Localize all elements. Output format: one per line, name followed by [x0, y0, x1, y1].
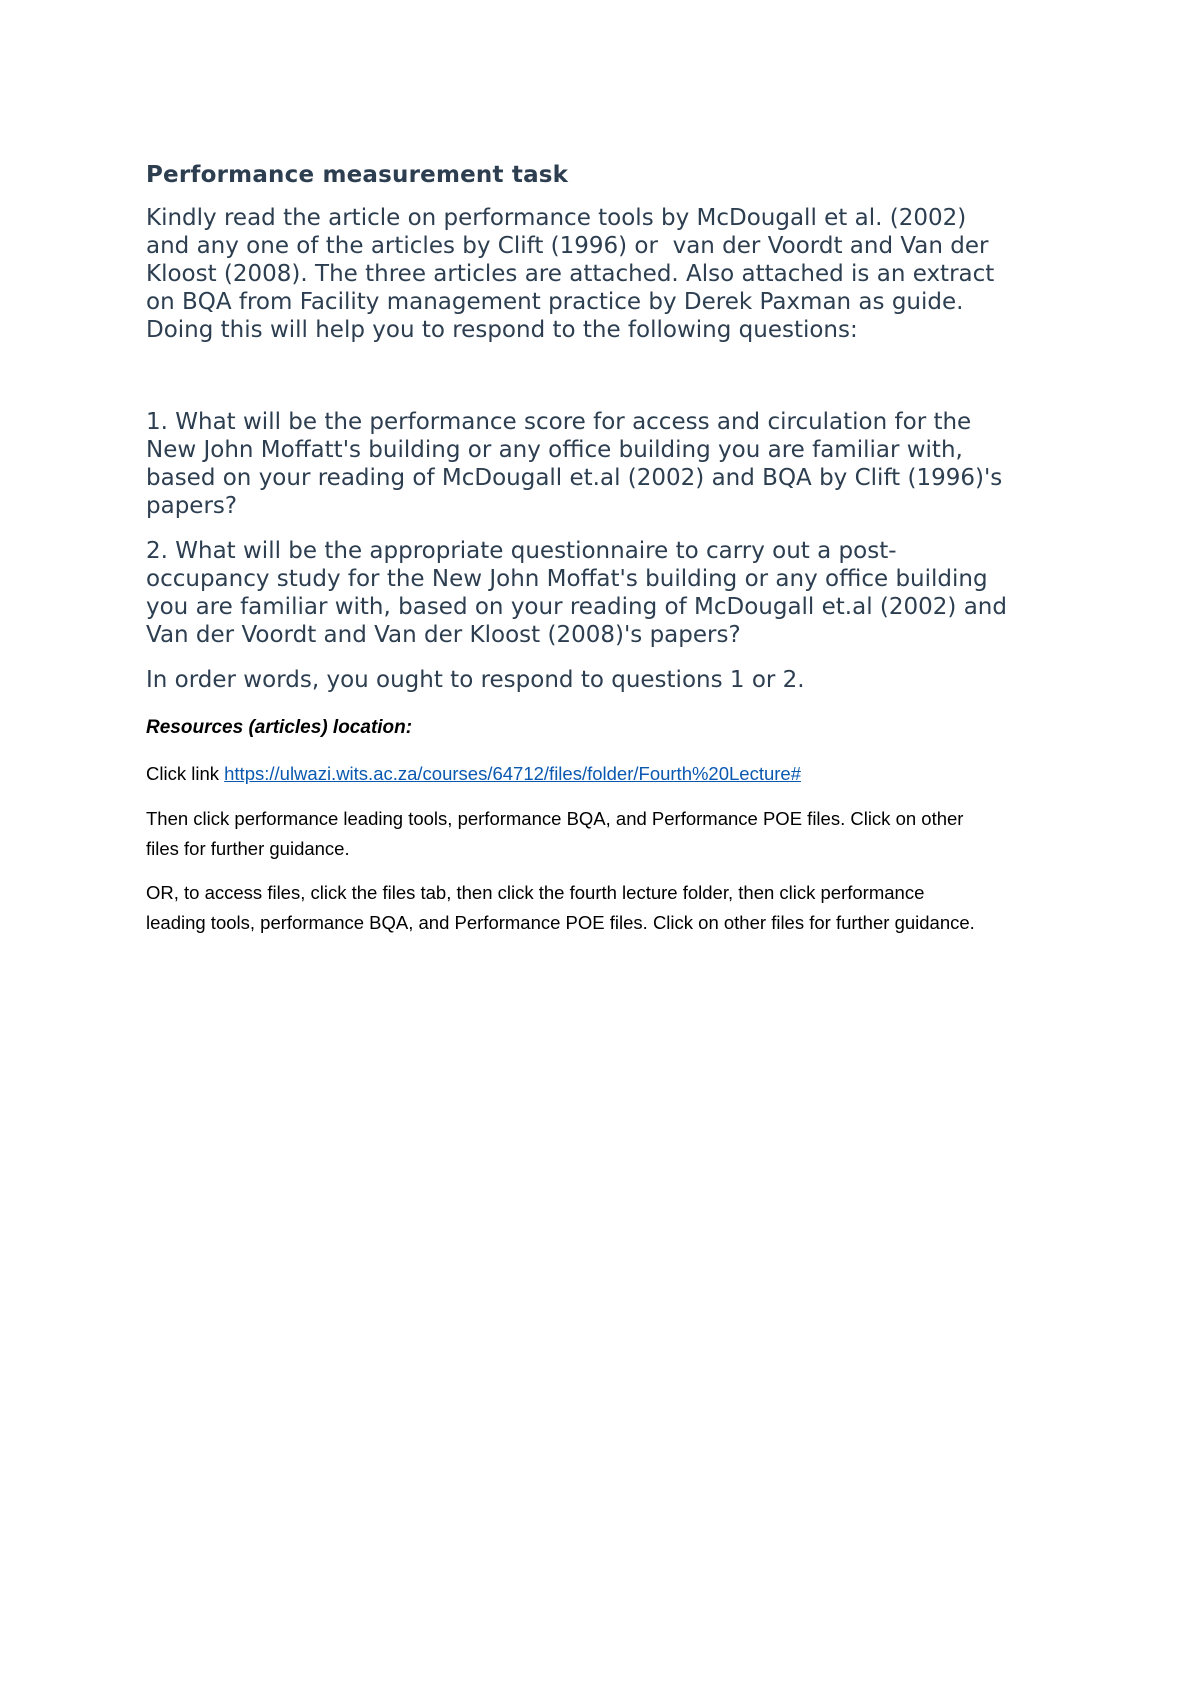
closing-note: In order words, you ought to respond to questions 1 or 2. [146, 667, 805, 693]
intro-paragraph: Kindly read the article on performance tools by McDougall et al. (2002) and any one of the articles by Clift (1996) or van der Voordt and Van der Kloost (2008). The three articles are attached. Also attached is an extract on BQA from Facility management practice by Derek Paxman as guide. Doing this will help you to respond to the following questions: [146, 205, 995, 343]
document-body [146, 160, 1066, 938]
resources-heading: Resources (articles) location: [146, 717, 413, 738]
page-title: Performance measurement task [146, 162, 569, 188]
then-instructions: Then click performance leading tools, performance BQA, and Performance POE files. Click on other files for further guidance. [146, 808, 964, 859]
alternative-instructions: OR, to access files, click the files tab, then click the fourth lecture folder, then click performance leading tools, performance BQA, and Performance POE files. Click on other files for further guidance. [146, 882, 975, 933]
resource-link-line [146, 759, 1066, 789]
resources-folder-link[interactable]: https://ulwazi.wits.ac.za/courses/64712/files/folder/Fourth%20Lecture# [224, 763, 802, 784]
question-1: 1. What will be the performance score for access and circulation for the New John Moffatt's building or any office building you are familiar with, based on your reading of McDougall et.al (2002) and BQA by Clift (1996)'s papers? [146, 409, 1003, 519]
click-link-label: Click link [146, 763, 225, 784]
question-2: 2. What will be the appropriate questionnaire to carry out a post- occupancy study for the New John Moffat's building or any office building you are familiar with, based on your reading of McDougall et.al (2002) and Van der Voordt and Van der Kloost (2008)'s papers? [146, 538, 1007, 648]
